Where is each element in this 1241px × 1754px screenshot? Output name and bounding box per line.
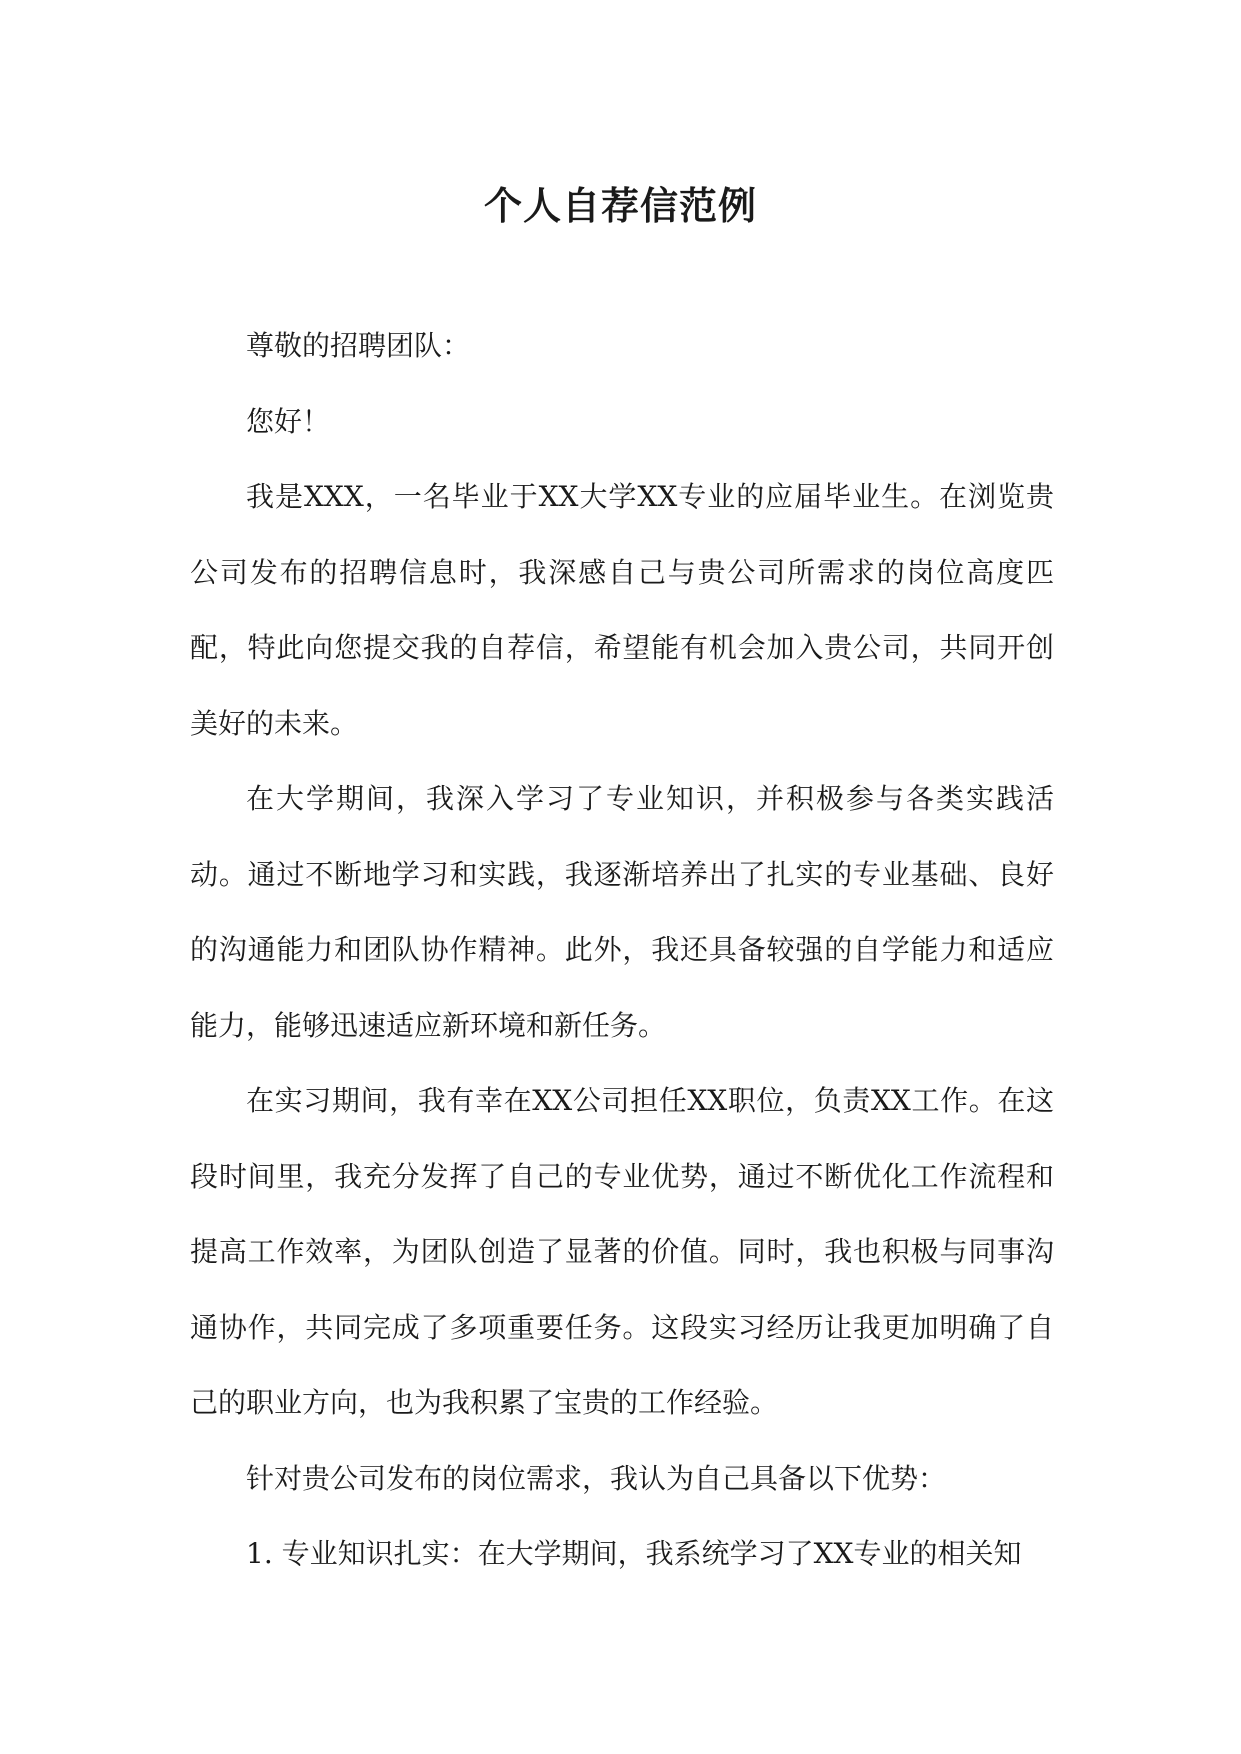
paragraph-intro: 我是XXX，一名毕业于XX大学XX专业的应届毕业生。在浏览贵公司发布的招聘信息时，我深感自己与贵公司所需求的岗位高度匹配，特此向您提交我的自荐信，希望能有机会加入贵公司，共同开创美好的未来。 — [190, 480, 1054, 740]
document-title: 个人自荐信范例 — [483, 183, 757, 228]
letter-body — [190, 308, 1054, 1592]
salutation: 尊敬的招聘团队： — [246, 329, 471, 362]
paragraph-university: 在大学期间，我深入学习了专业知识，并积极参与各类实践活动。通过不断地学习和实践，我逐渐培养出了扎实的专业基础、良好的沟通能力和团队协作精神。此外，我还具备较强的自学能力和适应能力，能够迅速适应新环境和新任务。 — [190, 782, 1054, 1042]
paragraph-advantages-intro: 针对贵公司发布的岗位需求，我认为自己具备以下优势： — [246, 1461, 947, 1495]
paragraph-internship: 在实习期间，我有幸在XX公司担任XX职位，负责XX工作。在这段时间里，我充分发挥了自己的专业优势，通过不断优化工作流程和提高工作效率，为团队创造了显著的价值。同时，我也积极与同事沟通协作，共同完成了多项重要任务。这段实习经历让我更加明确了自己的职业方向，也为我积累了宝贵的工作经验。 — [190, 1084, 1054, 1419]
greeting: 您好！ — [246, 404, 331, 438]
list-item: 1. 专业知识扎实：在大学期间，我系统学习了XX专业的相关知 — [246, 1537, 1022, 1570]
